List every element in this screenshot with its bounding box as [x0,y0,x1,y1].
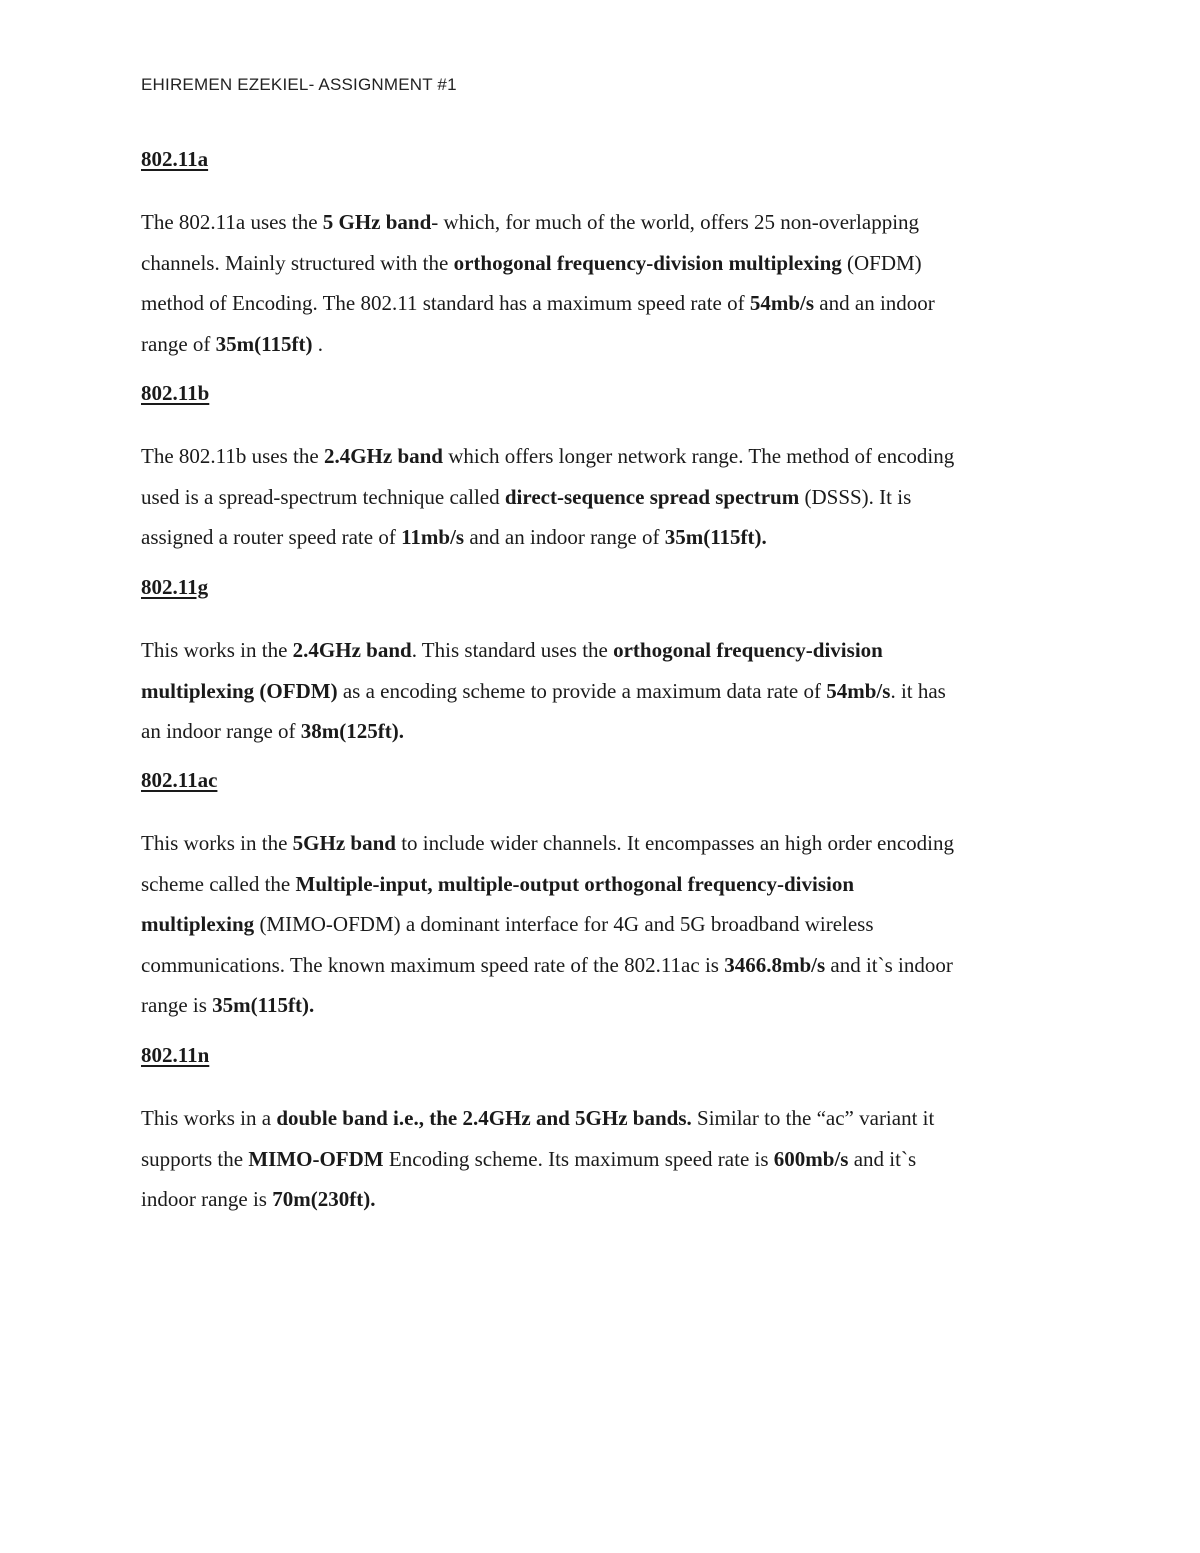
paragraph-line [141,945,1071,986]
bold-text-run: Multiple-input, multiple-output orthogonal frequency-division [295,871,855,896]
paragraph-line [141,202,1071,243]
bold-text-run: 11mb/s [401,525,465,549]
paragraph-line [141,1139,1071,1180]
text-run: (MIMO-OFDM) a dominant interface for 4G and 5G broadband wireless [254,912,874,936]
text-run: (OFDM) [841,250,922,275]
section-802-11g [141,574,1071,752]
section-802-11n [141,1042,1071,1220]
page-header: EHIREMEN EZEKIEL- ASSIGNMENT #1 [141,75,457,94]
bold-text-run: 35m(115ft). [664,525,767,549]
section-802-11a [141,146,1071,364]
text-run: channels. Mainly structured with the [141,250,454,275]
text-run: indoor range is [141,1187,273,1211]
paragraph-line [141,477,1071,518]
text-run: This works in the [141,831,293,855]
section-heading: 802.11g [141,575,209,599]
paragraph-line [141,1098,1071,1139]
text-run: The 802.11a uses the [141,210,323,234]
paragraph-line [141,711,1071,752]
bold-text-run: 35m(115ft) [215,331,313,356]
text-run: This works in the [141,638,293,662]
section-paragraph [141,1098,1071,1220]
text-run: Similar to the “ac” variant it [691,1106,935,1130]
section-paragraph [141,202,1071,364]
bold-text-run: 70m(230ft). [272,1187,376,1211]
section-heading: 802.11b [141,381,210,405]
paragraph-line [141,864,1071,905]
paragraph-line [141,517,1071,558]
text-run: assigned a router speed rate of [141,525,402,549]
bold-text-run: orthogonal frequency-division multiplexing [453,250,842,275]
text-run: an indoor range of [141,719,301,743]
text-run: . it has [890,678,946,703]
paragraph-line [141,630,1071,671]
text-run: and it`s [848,1146,917,1171]
section-heading: 802.11n [141,1043,210,1067]
bold-text-run: 54mb/s [749,291,815,315]
paragraph-line [141,436,1071,477]
paragraph-line [141,985,1071,1026]
bold-text-run: 54mb/s [826,678,891,703]
text-run: and it`s indoor [825,952,953,977]
bold-text-run: multiplexing (OFDM) [141,678,338,703]
bold-text-run: 35m(115ft). [212,993,315,1017]
section-paragraph [141,823,1071,1026]
text-run: and an indoor range of [464,525,665,549]
bold-text-run: MIMO-OFDM [248,1146,384,1171]
section-heading: 802.11a [141,147,209,171]
text-run: which offers longer network range. The method of encoding [442,444,955,468]
paragraph-line [141,324,1071,365]
paragraph-line [141,904,1071,945]
section-heading: 802.11ac [141,768,218,792]
paragraph-line [141,671,1071,712]
paragraph-line [141,1179,1071,1220]
section-802-11ac [141,767,1071,1026]
text-run: scheme called the [141,871,296,896]
section-paragraph [141,630,1071,752]
text-run: used is a spread-spectrum technique called [141,484,505,509]
bold-text-run: 2.4GHz band [292,638,412,662]
bold-text-run: 38m(125ft). [300,719,404,743]
text-run: (DSSS). It is [799,484,912,509]
bold-text-run: multiplexing [141,912,255,936]
text-run: This works in a [141,1106,277,1130]
section-802-11b [141,380,1071,558]
text-run: range is [141,993,213,1017]
text-run: and an indoor [814,291,935,315]
bold-text-run: direct-sequence spread spectrum [504,484,800,509]
text-run: range of [141,331,216,356]
bold-text-run: 3466.8mb/s [724,952,826,977]
text-run: . [312,331,323,356]
bold-text-run: 600mb/s [773,1146,849,1171]
bold-text-run: orthogonal frequency-division [613,638,883,662]
text-run: communications. The known maximum speed rate of the 802.11ac is [141,952,725,977]
text-run: Encoding scheme. Its maximum speed rate is [383,1146,774,1171]
bold-text-run: 5GHz band [292,831,396,855]
paragraph-line [141,283,1071,324]
paragraph-line [141,823,1071,864]
bold-text-run: double band i.e., the 2.4GHz and 5GHz bands. [276,1106,692,1130]
bold-text-run: 5 GHz band [322,210,432,234]
text-run: to include wider channels. It encompasses an high order encoding [395,831,955,855]
paragraph-line [141,243,1071,284]
text-run: supports the [141,1146,249,1171]
text-run: The 802.11b uses the [141,444,324,468]
text-run: - which, for much of the world, offers 25 non-overlapping [431,210,920,234]
text-run: method of Encoding. The 802.11 standard has a maximum speed rate of [141,291,750,315]
text-run: as a encoding scheme to provide a maximum data rate of [337,678,827,703]
bold-text-run: 2.4GHz band [323,444,443,468]
text-run: . This standard uses the [411,638,614,662]
section-paragraph [141,436,1071,558]
